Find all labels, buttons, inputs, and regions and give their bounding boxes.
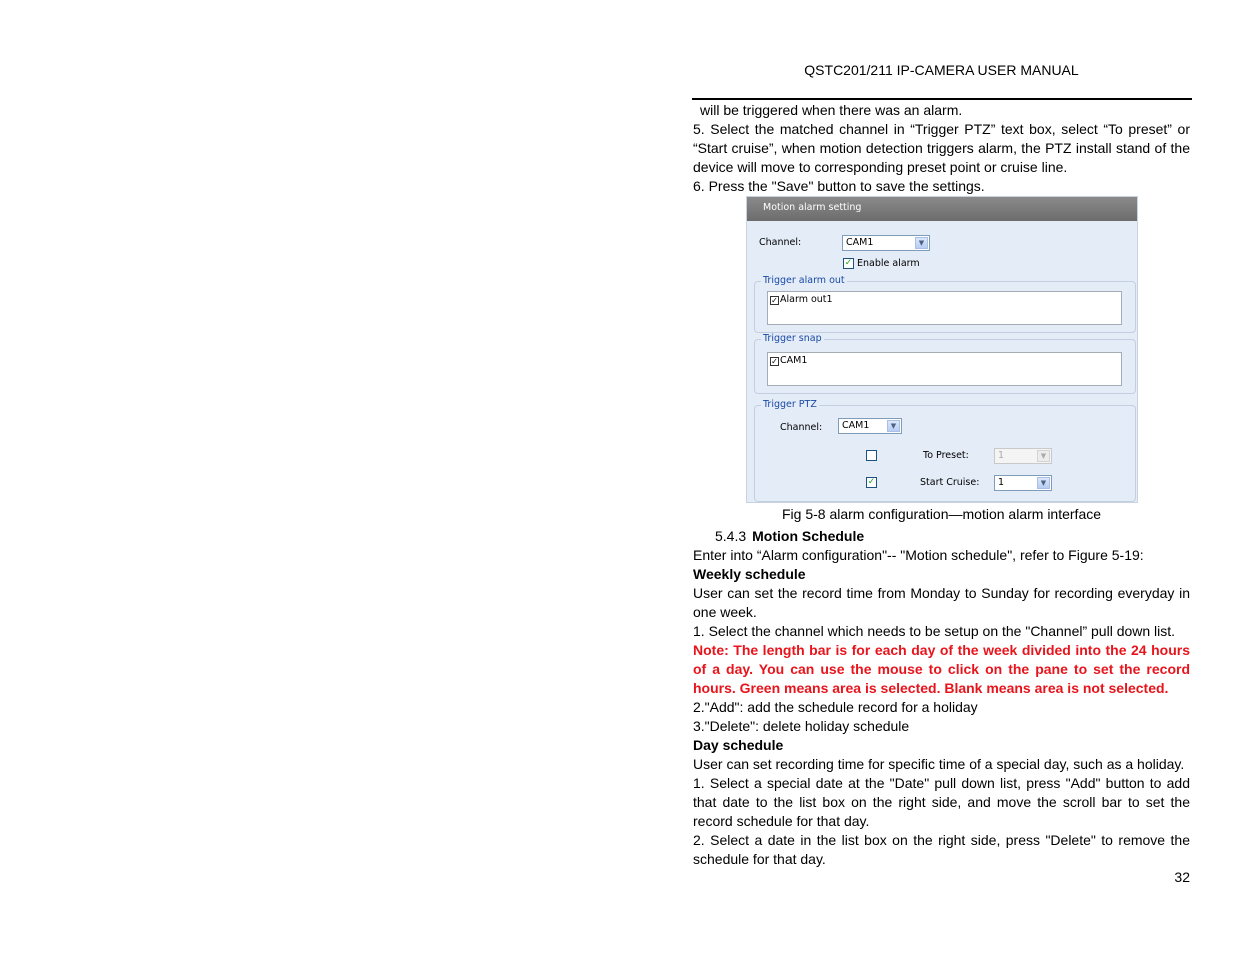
channel-label: Channel:: [759, 237, 802, 248]
enable-alarm-label: Enable alarm: [857, 258, 920, 269]
motion-alarm-dialog: [746, 196, 1138, 503]
paragraph-enter: Enter into “Alarm configuration"-- "Motion schedule", refer to Figure 5-19:: [693, 547, 1144, 563]
channel-select[interactable]: [842, 235, 930, 251]
dialog-title: Motion alarm setting: [747, 197, 1137, 221]
trigger-ptz-group: [754, 399, 1136, 502]
trigger-alarm-out-group: [754, 275, 1136, 333]
to-preset-checkbox[interactable]: [866, 450, 877, 461]
enable-alarm-checkbox[interactable]: ✓: [844, 258, 853, 268]
to-preset-label: To Preset:: [923, 450, 969, 461]
paragraph-weekly-2: 2."Add": add the schedule record for a holiday: [693, 699, 978, 715]
snap-list[interactable]: [767, 352, 1122, 386]
trigger-snap-group: [754, 333, 1136, 394]
paragraph-alarm-continued: will be triggered when there was an alarm.: [700, 102, 963, 118]
page-number: 32: [1174, 869, 1190, 885]
to-preset-select[interactable]: 1 ▼: [994, 448, 1052, 464]
alarm-out-list[interactable]: [767, 291, 1122, 325]
paragraph-step-5: 5. Select the matched channel in “Trigger PTZ” text box, select “To preset” or “Start cruise”, when motion detection triggers alarm, the PTZ install stand of the device will move to corresponding preset point or cruise line.: [693, 121, 1190, 175]
list-item[interactable]: ✓ Alarm out1: [771, 294, 833, 305]
chevron-down-icon: ▼: [915, 237, 928, 249]
paragraph-weekly-3: 3."Delete": delete holiday schedule: [693, 718, 910, 734]
chevron-down-icon: ▼: [887, 420, 900, 432]
paragraph-weekly: User can set the record time from Monday to Sunday for recording everyday in one week.: [693, 585, 1190, 620]
trigger-ptz-legend: Trigger PTZ: [763, 399, 817, 410]
figure-caption: Fig 5-8 alarm configuration—motion alarm interface: [781, 506, 1102, 522]
day-schedule-heading: Day schedule: [693, 737, 784, 753]
paragraph-weekly-1: 1. Select the channel which needs to be setup on the "Channel” pull down list.: [693, 623, 1176, 639]
start-cruise-checkbox[interactable]: ✓: [867, 477, 876, 487]
start-cruise-label: Start Cruise:: [920, 477, 980, 488]
paragraph-day-1: 1. Select a special date at the "Date" pull down list, press "Add" button to add that date to the list box on the right side, and move the scroll bar to set the record schedule for that day.: [693, 775, 1190, 829]
chevron-down-icon: ▼: [1037, 450, 1050, 462]
paragraph-day-2: 2. Select a date in the list box on the right side, press "Delete" to remove the schedule for that day.: [693, 832, 1190, 867]
section-title: Motion Schedule: [752, 528, 865, 544]
page-header: QSTC201/211 IP-CAMERA USER MANUAL: [804, 62, 1079, 78]
trigger-alarm-out-legend: Trigger alarm out: [763, 275, 845, 286]
content-column: [693, 101, 1190, 869]
list-item[interactable]: ✓ CAM1: [771, 355, 808, 366]
check-icon: ✓: [771, 296, 778, 305]
channel-select-value: CAM1: [846, 237, 874, 248]
trigger-snap-legend: Trigger snap: [763, 333, 822, 344]
section-number: 5.4.3: [715, 528, 747, 544]
check-icon: ✓: [771, 357, 778, 366]
ptz-channel-label: Channel:: [780, 422, 823, 433]
header-rule: [692, 98, 1192, 100]
paragraph-step-6: 6. Press the "Save" button to save the settings.: [693, 178, 985, 194]
weekly-schedule-heading: Weekly schedule: [693, 566, 806, 582]
paragraph-day: User can set recording time for specific time of a special day, such as a holiday.: [693, 756, 1185, 772]
ptz-channel-select[interactable]: CAM1 ▼: [838, 418, 902, 434]
chevron-down-icon: ▼: [1037, 477, 1050, 489]
start-cruise-select[interactable]: 1 ▼: [994, 475, 1052, 491]
section-heading: [693, 527, 1190, 546]
note-paragraph: Note: The length bar is for each day of the week divided into the 24 hours of a day. You can use the mouse to click on the pane to set the record hours. Green means area is selected. Blank means area is not selected.: [693, 642, 1190, 696]
